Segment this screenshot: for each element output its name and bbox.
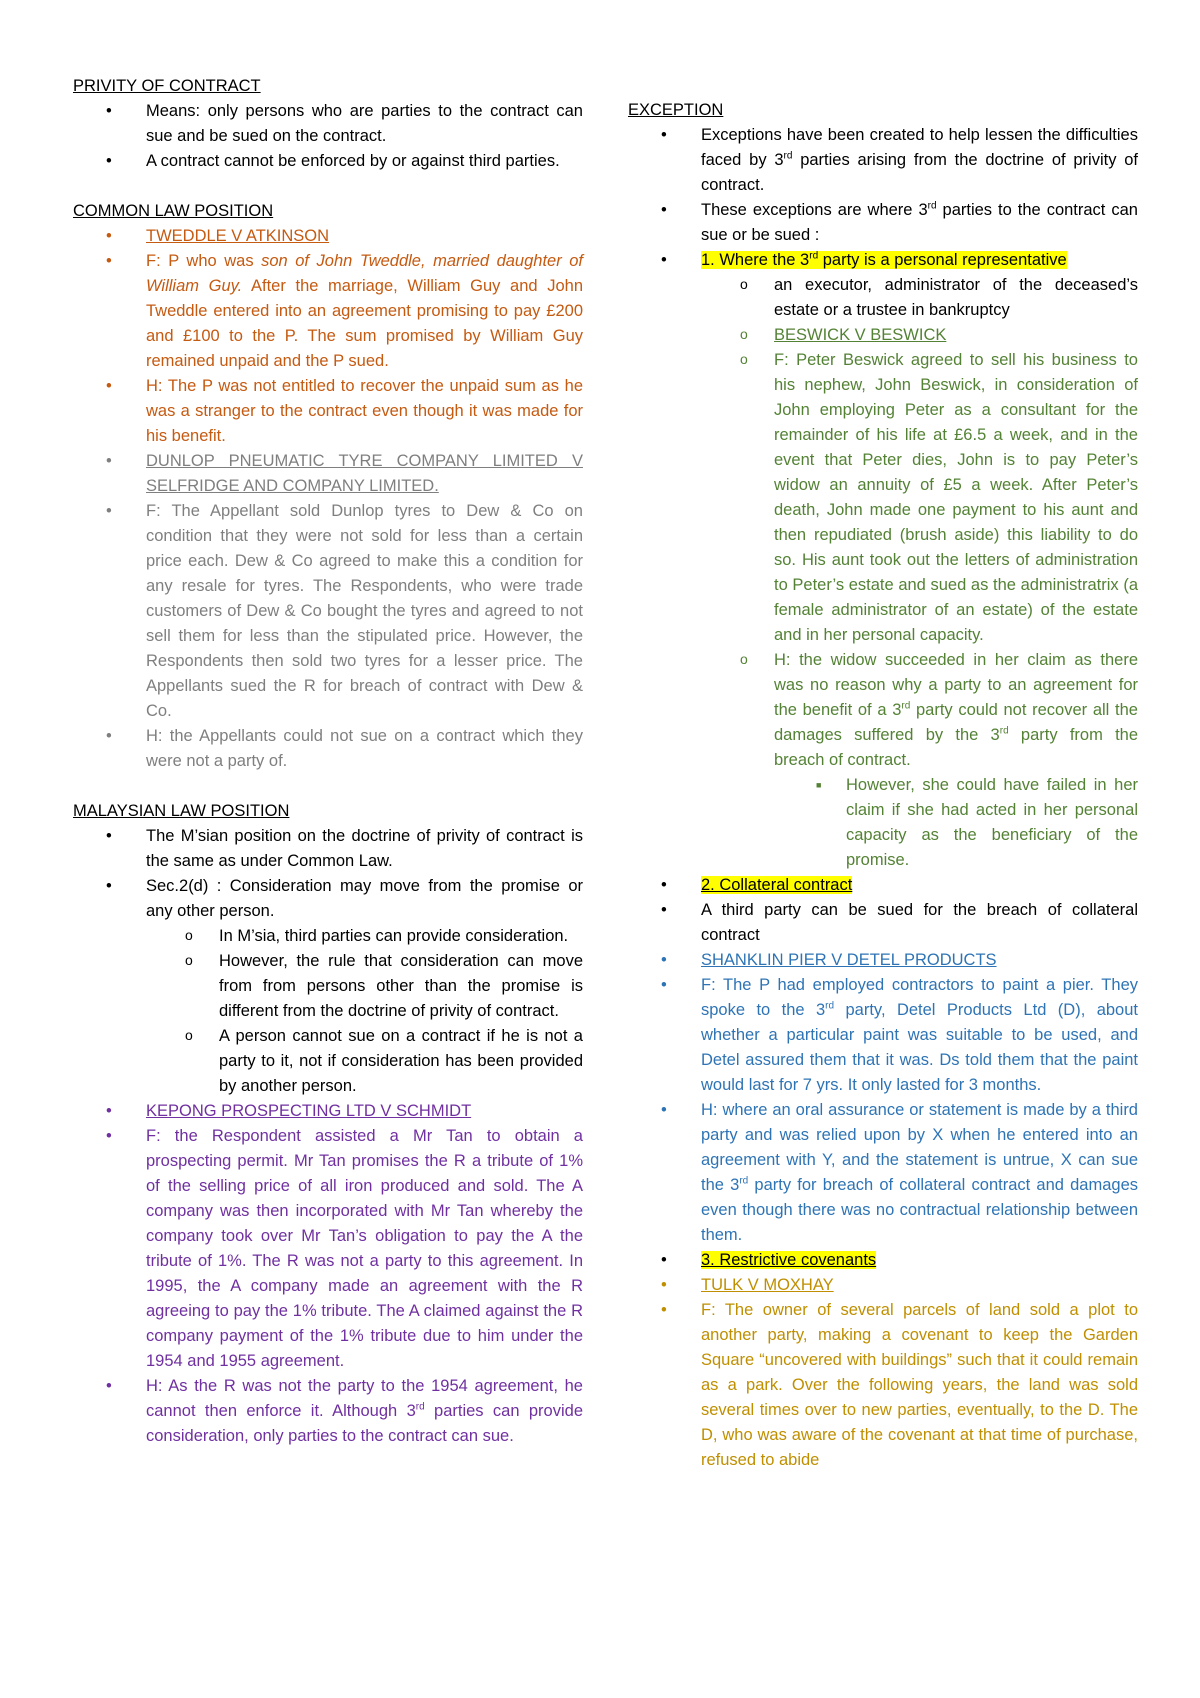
held-text: H: As the R was not the party to the 1954 agreement, he cannot then enforce it. Although 3 [146,1377,583,1420]
list-item: • Sec.2(d) : Consideration may move from the promise or any other person. [73,874,583,924]
case-held-kepong [73,1374,583,1449]
list-item: • A contract cannot be enforced by or against third parties. [73,149,583,174]
list-item: • Means: only persons who are parties to the contract can sue and be sued on the contract. [73,99,583,149]
intro-text: Exceptions have been created to help lessen the difficulties faced by 3 [701,126,1138,169]
case-name-shanklin [628,948,1138,973]
case-name-tweddle [73,224,583,249]
sub-sub-list-item: ■ However, she could have failed in her claim if she had acted in her personal capacity as the beneficiary of the promise. [628,773,1138,873]
common-law-heading: COMMON LAW POSITION [73,202,274,220]
case-facts-tweddle [73,249,583,374]
held-text: H: the widow succeeded in her claim as there was no reason why a party to an agreement for the benefit of a 3 [774,651,1138,719]
highlighted-text: 2. Collateral contract [701,876,853,894]
malaysian-law-list [73,824,583,1449]
case-held-beswick [628,648,1138,773]
facts-text: party, Detel Products Ltd (D), about whether a particular paint was suitable to be used, and Detel assured them that it was. Ds told them that the paint would last for 7 yrs. It only lasted for 3 months. [701,1001,1138,1094]
page-title: PRIVITY OF CONTRACT [73,77,261,95]
intro-text: parties to the contract can sue or be sued : [701,201,1138,244]
held-text: parties can provide consideration, only parties to the contract can sue. [146,1402,583,1445]
facts-text: F: P who was [146,252,262,270]
case-name-text: KEPONG PROSPECTING LTD V SCHMIDT [146,1102,472,1120]
sub-list-item: o In M’sia, third parties can provide consideration. [73,924,583,949]
case-name-beswick [628,323,1138,348]
case-facts-beswick: o F: Peter Beswick agreed to sell his business to his nephew, John Beswick, in consideration of John employing Peter as a consultant for the remainder of his life at £6.5 a week, and in the event that Peter dies, John is to pay Peter’s widow an annuity of £5 a week. After Peter’s death, John made one payment to his aunt and then repudiated (brush aside) this liability to do so. His aunt took out the letters of administration to Peter’s estate and sued as the administratrix (a female administrator of an estate) of the estate and in her personal capacity. [628,348,1138,648]
case-facts-tulk: • F: The owner of several parcels of land sold a plot to another party, making a covenant to keep the Garden Square “uncovered with buildings” such that it could remain as a park. Over the following years, the land was sold several times over to new parties, eventually, to the D. The D, who was aware of the covenant at that time of purchase, refused to abide [628,1298,1138,1473]
case-name-text: SHANKLIN PIER V DETEL PRODUCTS [701,951,997,969]
case-held-shanklin [628,1098,1138,1248]
exception-1-title [628,248,1138,273]
held-text: party from the breach of contract. [774,726,1139,769]
sub-list-item: o an executor, administrator of the deceased’s estate or a trustee in bankruptcy [628,273,1138,323]
sub-list-item: o A person cannot sue on a contract if he is not a party to it, not if consideration has been provided by another person. [73,1024,583,1099]
facts-italic-text: son of John Tweddle, married daughter of William Guy. [146,252,583,295]
exception-list [628,123,1138,1473]
highlighted-text [701,251,1067,269]
intro-text: parties arising from the doctrine of privity of contract. [701,151,1138,194]
case-name-tulk [628,1273,1138,1298]
title-text: party is a personal representative [818,251,1067,269]
superscript: rd [825,1000,835,1012]
facts-text: F: The P had employed contractors to paint a pier. They spoke to the 3 [701,976,1138,1019]
superscript: rd [927,200,937,212]
right-column [628,98,1138,1473]
facts-text: After the marriage, William Guy and John Tweddle entered into an agreement promising to pay £200 and £100 to the P. The sum promised by William Guy remained unpaid and the P sued. [146,277,584,370]
title-text: 1. Where the 3 [701,251,810,269]
held-text: party could not recover all the damages suffered by the 3 [774,701,1138,744]
case-held-dunlop: • H: the Appellants could not sue on a contract which they were not a party of. [73,724,583,774]
superscript: rd [901,700,911,712]
case-name-kepong [73,1099,583,1124]
highlighted-text: 3. Restrictive covenants [701,1251,877,1269]
case-name-text: TWEDDLE V ATKINSON [146,227,330,245]
case-facts-shanklin [628,973,1138,1098]
held-text: party for breach of collateral contract and damages even though there was no contractual relationship between them. [701,1176,1138,1244]
held-text: H: where an oral assurance or statement is made by a third party and was relied upon by X when he entered into an agreement with Y, and the statement is untrue, X can sue the 3 [701,1101,1138,1194]
intro-text: These exceptions are where 3 [701,201,928,219]
common-law-list [73,224,583,774]
exception-heading: EXCEPTION [628,101,724,119]
intro-list [73,99,583,174]
left-column [73,74,583,1449]
exception-2-title [628,873,1138,898]
case-name-text: DUNLOP PNEUMATIC TYRE COMPANY LIMITED V SELFRIDGE AND COMPANY LIMITED. [146,452,583,495]
case-facts-kepong: • F: the Respondent assisted a Mr Tan to obtain a prospecting permit. Mr Tan promises the R a tribute of 1% of the selling price of all iron produced and sold. The A company was then incorporated with Mr Tan whereby the company took over Mr Tan’s obligation to pay the A the tribute of 1%. The R was not a party to this agreement. In 1995, the A company made an agreement with the R agreeing to pay the 1% tribute. The A claimed against the R company payment of the 1% tribute due to him under the 1954 and 1955 agreement. [73,1124,583,1374]
case-name-text: BESWICK V BESWICK [774,326,947,344]
case-facts-dunlop: • F: The Appellant sold Dunlop tyres to Dew & Co on condition that they were not sold for less than a certain price each. Dew & Co agreed to make this a condition for any resale for tyres. The Respondents, who were trade customers of Dew & Co bought the tyres and agreed to not sell them for less than the stipulated price. However, the Respondents then sold two tyres for a lesser price. The Appellants sued the R for breach of contract with Dew & Co. [73,499,583,724]
list-item [628,198,1138,248]
list-item [628,123,1138,198]
superscript: rd [739,1175,749,1187]
case-name-dunlop [73,449,583,499]
list-item: • The M’sian position on the doctrine of privity of contract is the same as under Common Law. [73,824,583,874]
malaysian-law-heading: MALAYSIAN LAW POSITION [73,802,290,820]
sub-list-item: o However, the rule that consideration can move from from persons other than the promise is different from the doctrine of privity of contract. [73,949,583,1024]
superscript: rd [783,150,793,162]
case-held-tweddle: • H: The P was not entitled to recover the unpaid sum as he was a stranger to the contract even though it was made for his benefit. [73,374,583,449]
superscript: rd [415,1401,425,1413]
superscript: rd [809,250,819,262]
list-item: • A third party can be sued for the breach of collateral contract [628,898,1138,948]
exception-3-title [628,1248,1138,1273]
case-name-text: TULK V MOXHAY [701,1276,834,1294]
superscript: rd [999,725,1009,737]
